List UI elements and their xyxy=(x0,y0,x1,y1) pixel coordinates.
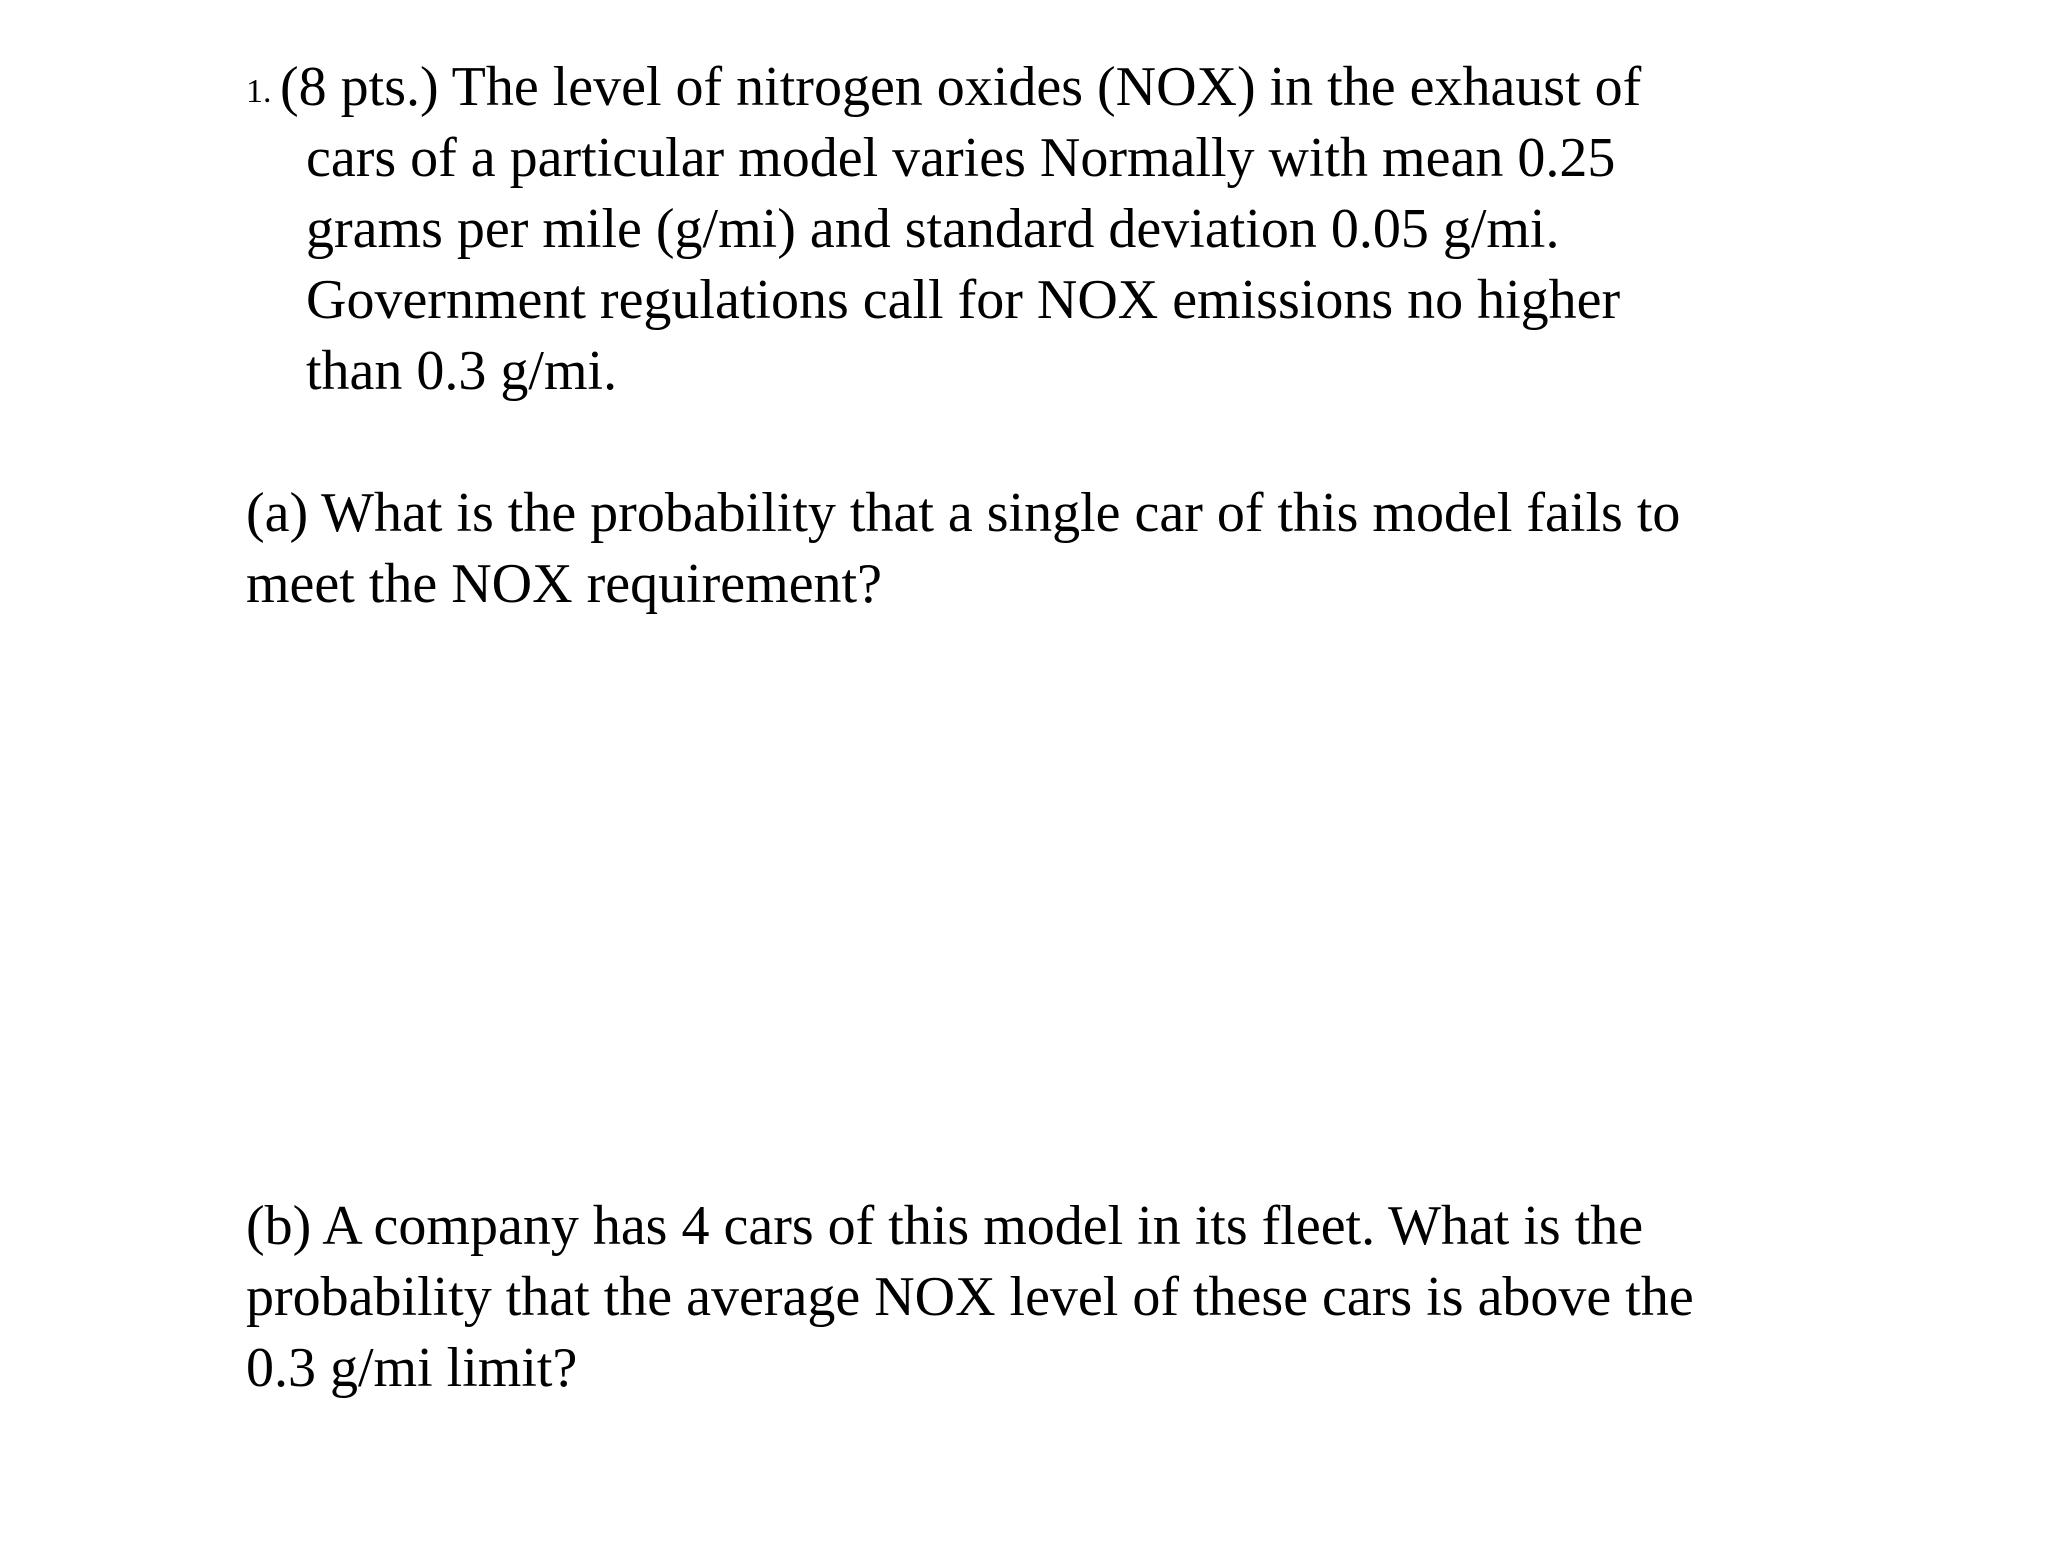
problem-number: 1. xyxy=(246,73,272,110)
problem-statement xyxy=(246,52,1866,407)
problem-line: (8 pts.) The level of nitrogen oxides (NOX) in the exhaust of xyxy=(280,56,1642,118)
question-part-b xyxy=(246,1191,1866,1404)
part-b-line: probability that the average NOX level of these cars is above the xyxy=(246,1266,1694,1328)
question-part-a xyxy=(246,478,1866,620)
part-a-line: (a) What is the probability that a single car of this model fails to xyxy=(246,482,1681,544)
problem-line: cars of a particular model varies Normally with mean 0.25 xyxy=(306,127,1616,189)
problem-line: than 0.3 g/mi. xyxy=(306,340,618,402)
part-b-line: 0.3 g/mi limit? xyxy=(246,1337,578,1399)
problem-line: grams per mile (g/mi) and standard deviation 0.05 g/mi. xyxy=(306,198,1560,260)
part-b-line: (b) A company has 4 cars of this model in its fleet. What is the xyxy=(246,1195,1644,1257)
problem-text xyxy=(280,52,1866,407)
part-a-line: meet the NOX requirement? xyxy=(246,553,882,615)
problem-line: Government regulations call for NOX emissions no higher xyxy=(306,269,1621,331)
